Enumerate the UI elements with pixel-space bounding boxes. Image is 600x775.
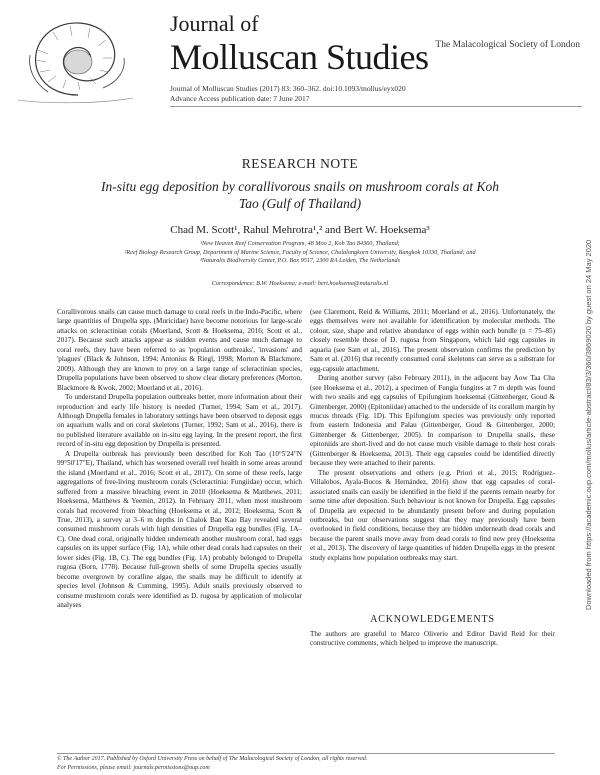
advance-access-line: Advance Access publication date: 7 June 2017 (170, 94, 310, 103)
paragraph: (see Claremont, Reid & Williams, 2011; Moerland et al., 2016). Unfortunately, the eggs themselves were not available for identification by molecular methods. The colour, size, shape and relative abundance of eggs within each bundle (n = 75–85) closely resemble those of D. rugosa from Singapore, which laid egg capsules in aquaria (see Sam et al., 2016). The present observation confirms the prediction by Sam et al. (2016) that recently consumed coral skeletons can serve as a substrate for egg-capsule attachment. (310, 308, 555, 373)
affiliation-1: ¹New Heaven Reef Conservation Program, 48 Moo 2, Koh Tao 84360, Thailand; (200, 240, 400, 247)
paragraph: To understand Drupella population outbreaks better, more information about their reproduction and early life history is needed (Turner, 1994; Sam et al., 2017). Although Drupella females in laboratory settings have been observed to deposit eggs on aquarium walls and on coral skeletons (Turner, 1992; Sam et al., 2016), there is no published literature available on in-situ egg laying. In the present report, the first record of in-situ egg deposition by Drupella is presented. (57, 393, 302, 449)
permissions-line: For Permissions, please email: journals.permissions@oup.com (57, 765, 210, 771)
affiliation-3: ³Naturalis Biodiversity Center, P.O. Box 9517, 2300 RA Leiden, The Netherlands (199, 257, 401, 264)
paragraph: A Drupella outbreak has previously been described for Koh Tao (10°5'24"N 99°50'17"E), Thailand, which has worsened overall reef health in some areas around the island (Moerland et al., 2016; Scott et al., 2017). On some of these reefs, large aggregations of free-living mushroom corals (Scleractinia: Fungiidae) occur, which suffered from a massive bleaching event in 2010 (Hoeksema & Matthews, 2011; Hoeksema, Matthews & Yeemin, 2012). In February 2011, when most mushroom corals had recovered from bleaching (Hoeksema et al., 2012; Hoeksema, Scott & True, 2013), a survey at 3–6 m depths in Chalok Ban Kao Bay revealed several consumed mushroom corals with high densities of Drupella egg bundles (Fig. 1A–C). One dead coral, originally hidden underneath another mushroom coral, had eggs capsules on its upper surface (Fig. 1A), while other dead corals had capsules on their lower sides (Fig. 1B, C). The egg bundles (Fig. 1A) probably belonged to Drupella rugosa (Born, 1778). Because full-grown shells of some Drupella species usually become overgrown by coralline algae, the snails may be difficult to identify at species level (Johnson & Cumming, 1995). Adult snails previously observed to consume mushroom corals were identified as D. rugosa by application of molecular analyses (57, 449, 302, 610)
body-column-left (57, 308, 302, 611)
header-divider (170, 106, 582, 107)
acknowledgements-heading: ACKNOWLEDGEMENTS (370, 614, 495, 625)
footer-divider (57, 753, 555, 754)
acknowledgements-text: The authors are grateful to Marco Oliverio and Editor David Reid for their constructive comments, which helped to improve the manuscript. (310, 630, 555, 648)
affiliations (60, 240, 540, 266)
paragraph: During another survey (also February 2011), in the adjacent bay Aow Taa Cha (see Hoeksema et al., 2012), a specimen of Fungia fungites at 7 m depth was found with two snails and egg capsules of Epifungium hoeksemai (Gittenberger, Goud & Gittenberger, 2000) (Epitoniidae) attached to the underside of its corallum margin by mucus threads (Fig. 1D). This Epifungium species was previously only reported from eastern Indonesia and Palau (Gittenberger, Goud & Gittenberger, 2000; Gittenberger & Gittenberger, 2005). In comparison to Drupella snails, these epitoniids are short-lived and do not cause much visible damage to their host corals (Gittenberger & Hoeksema, 2013). Their egg capsules could be identified directly because they were attached to their parents. (310, 374, 555, 468)
journal-title-line1: Journal of (170, 11, 259, 36)
copyright-line: © The Author 2017. Published by Oxford University Press on behalf of The Malacological Society of London, all rights reserved. (57, 756, 368, 762)
correspondence-line: Correspondence: B.W. Hoeksema; e-mail: bert.hoeksema@naturalis.nl (211, 280, 389, 287)
download-watermark (582, 190, 596, 610)
body-column-right (310, 308, 555, 563)
section-label: RESEARCH NOTE (241, 156, 359, 171)
paragraph: Corallivorous snails can cause much damage to coral reefs in the Indo-Pacific, where large quantities of Drupella spp. (Muricidae) have become notorious for large-scale attacks on scleractinian corals (Moerland, Scott & Hoeksema, 2016; Scott et al., 2017). Because such attacks appear as sudden events and cause much damage to coral reefs, they have been referred to as 'population outbreaks', 'invasions' and 'plagues' (Black & Johnson, 1994; Antonius & Riegl, 1998; Morton & Blackmore, 2009). Although they are known to prey on a large range of scleractinian species, Drupella populations have been observed to show clear dietary preferences (Morton, Blackmore & Kwok, 2002; Moerland et al., 2016). (57, 308, 302, 392)
author-list: Chad M. Scott¹, Rahul Mehrotra¹,² and Bert W. Hoeksema³ (170, 224, 430, 236)
snail-shell-logo (8, 0, 138, 110)
society-name: The Malacological Society of London (435, 40, 580, 50)
citation-line: Journal of Molluscan Studies (2017) 83: 360–362. doi:10.1093/mollus/eyx020 (170, 84, 406, 93)
article-title: In-situ egg deposition by corallivorous snails on mushroom corals at Koh Tao (Gulf of Thailand) (101, 179, 499, 211)
journal-title-line2: Molluscan Studies (170, 37, 429, 77)
download-note-text: Downloaded from https://academic.oup.com/mollus/article-abstract/83/3/360/3869020 by guest on 24 May 2020 (584, 239, 593, 610)
affiliation-2: ²Reef Biology Research Group, Department of Marine Science, Faculty of Science, Chulalongkorn University, Bangkok 10330, Thailand; and (124, 248, 476, 256)
paragraph: The present observations and others (e.g. Priori et al., 2015; Rodríguez-Villalobos, Ayala-Bocos & Hernández, 2016) show that egg capsules of coral-associated snails can easily be identified in the field if the parents remain nearby for some time after deposition. Such behaviour is not known for Drupella. Egg capsules of Drupella are expected to be abundantly present before and during population outbreaks, but our observations suggest that they may previously have been overlooked in field conditions, because they are hidden underneath dead corals and because the parent snails move away from dead corals to find new prey (Hoeksema et al., 2013). The discovery of large quantities of hidden Drupella eggs in the present study explains how population outbreaks may start. (310, 468, 555, 562)
